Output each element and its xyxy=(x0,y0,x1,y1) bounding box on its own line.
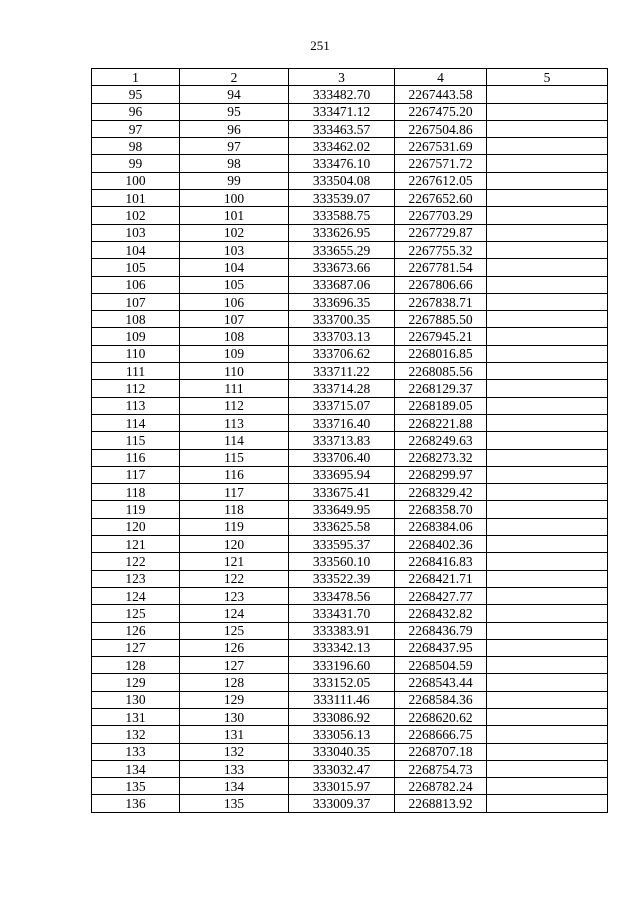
cell-note xyxy=(487,743,608,760)
cell-y-coordinate: 2268329.42 xyxy=(395,484,487,501)
cell-note xyxy=(487,449,608,466)
cell-x-coordinate: 333715.07 xyxy=(289,397,395,414)
table-row xyxy=(92,311,608,328)
cell-y-coordinate: 2268666.75 xyxy=(395,726,487,743)
cell-note xyxy=(487,501,608,518)
cell-y-coordinate: 2267612.05 xyxy=(395,172,487,189)
column-header-4: 4 xyxy=(395,69,487,86)
table-row xyxy=(92,103,608,120)
table-row xyxy=(92,691,608,708)
cell-x-coordinate: 333539.07 xyxy=(289,190,395,207)
cell-prev-number: 132 xyxy=(180,743,289,760)
cell-note xyxy=(487,224,608,241)
cell-y-coordinate: 2267885.50 xyxy=(395,311,487,328)
cell-x-coordinate: 333716.40 xyxy=(289,414,395,431)
cell-x-coordinate: 333152.05 xyxy=(289,674,395,691)
table-row xyxy=(92,293,608,310)
cell-y-coordinate: 2268813.92 xyxy=(395,795,487,812)
cell-point-number: 102 xyxy=(92,207,180,224)
cell-x-coordinate: 333706.62 xyxy=(289,345,395,362)
cell-point-number: 120 xyxy=(92,518,180,535)
cell-x-coordinate: 333342.13 xyxy=(289,639,395,656)
cell-x-coordinate: 333687.06 xyxy=(289,276,395,293)
cell-y-coordinate: 2267531.69 xyxy=(395,138,487,155)
cell-y-coordinate: 2268782.24 xyxy=(395,778,487,795)
table-row xyxy=(92,86,608,103)
cell-note xyxy=(487,553,608,570)
cell-note xyxy=(487,259,608,276)
cell-x-coordinate: 333086.92 xyxy=(289,708,395,725)
cell-prev-number: 98 xyxy=(180,155,289,172)
cell-y-coordinate: 2268358.70 xyxy=(395,501,487,518)
cell-y-coordinate: 2268085.56 xyxy=(395,363,487,380)
table-row xyxy=(92,726,608,743)
cell-note xyxy=(487,414,608,431)
cell-x-coordinate: 333703.13 xyxy=(289,328,395,345)
cell-note xyxy=(487,622,608,639)
table-row xyxy=(92,587,608,604)
cell-note xyxy=(487,190,608,207)
cell-y-coordinate: 2268384.06 xyxy=(395,518,487,535)
cell-x-coordinate: 333504.08 xyxy=(289,172,395,189)
cell-point-number: 98 xyxy=(92,138,180,155)
cell-point-number: 124 xyxy=(92,587,180,604)
cell-y-coordinate: 2268584.36 xyxy=(395,691,487,708)
table-row xyxy=(92,570,608,587)
cell-point-number: 115 xyxy=(92,432,180,449)
cell-y-coordinate: 2267755.32 xyxy=(395,241,487,258)
cell-note xyxy=(487,484,608,501)
cell-x-coordinate: 333462.02 xyxy=(289,138,395,155)
cell-x-coordinate: 333655.29 xyxy=(289,241,395,258)
table-row xyxy=(92,553,608,570)
cell-point-number: 110 xyxy=(92,345,180,362)
cell-prev-number: 120 xyxy=(180,536,289,553)
cell-note xyxy=(487,726,608,743)
table-row xyxy=(92,795,608,812)
cell-note xyxy=(487,536,608,553)
cell-note xyxy=(487,466,608,483)
cell-note xyxy=(487,587,608,604)
cell-x-coordinate: 333009.37 xyxy=(289,795,395,812)
cell-x-coordinate: 333111.46 xyxy=(289,691,395,708)
cell-point-number: 99 xyxy=(92,155,180,172)
table-row xyxy=(92,328,608,345)
cell-prev-number: 102 xyxy=(180,224,289,241)
cell-note xyxy=(487,103,608,120)
cell-x-coordinate: 333560.10 xyxy=(289,553,395,570)
cell-x-coordinate: 333383.91 xyxy=(289,622,395,639)
table-row xyxy=(92,241,608,258)
cell-x-coordinate: 333463.57 xyxy=(289,120,395,137)
cell-prev-number: 105 xyxy=(180,276,289,293)
cell-y-coordinate: 2268427.77 xyxy=(395,587,487,604)
cell-y-coordinate: 2267703.29 xyxy=(395,207,487,224)
cell-x-coordinate: 333196.60 xyxy=(289,657,395,674)
table-row xyxy=(92,639,608,656)
cell-point-number: 113 xyxy=(92,397,180,414)
cell-y-coordinate: 2268016.85 xyxy=(395,345,487,362)
cell-note xyxy=(487,380,608,397)
cell-note xyxy=(487,311,608,328)
cell-point-number: 122 xyxy=(92,553,180,570)
cell-prev-number: 113 xyxy=(180,414,289,431)
table-row xyxy=(92,657,608,674)
cell-note xyxy=(487,639,608,656)
cell-y-coordinate: 2267571.72 xyxy=(395,155,487,172)
table-row xyxy=(92,536,608,553)
cell-prev-number: 122 xyxy=(180,570,289,587)
cell-y-coordinate: 2268189.05 xyxy=(395,397,487,414)
cell-point-number: 121 xyxy=(92,536,180,553)
cell-prev-number: 111 xyxy=(180,380,289,397)
cell-y-coordinate: 2267443.58 xyxy=(395,86,487,103)
cell-note xyxy=(487,328,608,345)
cell-point-number: 107 xyxy=(92,293,180,310)
cell-point-number: 118 xyxy=(92,484,180,501)
cell-x-coordinate: 333706.40 xyxy=(289,449,395,466)
cell-prev-number: 124 xyxy=(180,605,289,622)
cell-prev-number: 103 xyxy=(180,241,289,258)
cell-prev-number: 109 xyxy=(180,345,289,362)
table-row xyxy=(92,674,608,691)
cell-point-number: 112 xyxy=(92,380,180,397)
column-header-3: 3 xyxy=(289,69,395,86)
cell-x-coordinate: 333696.35 xyxy=(289,293,395,310)
cell-point-number: 135 xyxy=(92,778,180,795)
cell-note xyxy=(487,708,608,725)
cell-prev-number: 129 xyxy=(180,691,289,708)
cell-y-coordinate: 2267806.66 xyxy=(395,276,487,293)
cell-y-coordinate: 2268221.88 xyxy=(395,414,487,431)
cell-x-coordinate: 333522.39 xyxy=(289,570,395,587)
cell-x-coordinate: 333056.13 xyxy=(289,726,395,743)
table-row xyxy=(92,414,608,431)
cell-note xyxy=(487,155,608,172)
cell-prev-number: 131 xyxy=(180,726,289,743)
table-row xyxy=(92,501,608,518)
cell-note xyxy=(487,207,608,224)
cell-point-number: 125 xyxy=(92,605,180,622)
cell-prev-number: 101 xyxy=(180,207,289,224)
cell-x-coordinate: 333625.58 xyxy=(289,518,395,535)
cell-y-coordinate: 2268436.79 xyxy=(395,622,487,639)
cell-y-coordinate: 2268432.82 xyxy=(395,605,487,622)
cell-prev-number: 119 xyxy=(180,518,289,535)
cell-y-coordinate: 2268504.59 xyxy=(395,657,487,674)
table-row xyxy=(92,518,608,535)
table-row xyxy=(92,380,608,397)
table-row xyxy=(92,155,608,172)
cell-point-number: 114 xyxy=(92,414,180,431)
cell-note xyxy=(487,293,608,310)
cell-note xyxy=(487,86,608,103)
table-row xyxy=(92,708,608,725)
table-row xyxy=(92,432,608,449)
cell-x-coordinate: 333649.95 xyxy=(289,501,395,518)
cell-point-number: 133 xyxy=(92,743,180,760)
cell-point-number: 128 xyxy=(92,657,180,674)
cell-x-coordinate: 333476.10 xyxy=(289,155,395,172)
cell-note xyxy=(487,172,608,189)
cell-prev-number: 121 xyxy=(180,553,289,570)
table-row xyxy=(92,449,608,466)
cell-x-coordinate: 333431.70 xyxy=(289,605,395,622)
cell-prev-number: 110 xyxy=(180,363,289,380)
cell-note xyxy=(487,138,608,155)
cell-prev-number: 95 xyxy=(180,103,289,120)
cell-prev-number: 127 xyxy=(180,657,289,674)
cell-prev-number: 106 xyxy=(180,293,289,310)
cell-y-coordinate: 2267504.86 xyxy=(395,120,487,137)
cell-note xyxy=(487,345,608,362)
table-row xyxy=(92,224,608,241)
cell-point-number: 119 xyxy=(92,501,180,518)
cell-y-coordinate: 2268249.63 xyxy=(395,432,487,449)
cell-point-number: 111 xyxy=(92,363,180,380)
table-row xyxy=(92,259,608,276)
cell-x-coordinate: 333595.37 xyxy=(289,536,395,553)
cell-prev-number: 117 xyxy=(180,484,289,501)
cell-x-coordinate: 333673.66 xyxy=(289,259,395,276)
cell-note xyxy=(487,778,608,795)
cell-point-number: 129 xyxy=(92,674,180,691)
cell-prev-number: 125 xyxy=(180,622,289,639)
cell-y-coordinate: 2268620.62 xyxy=(395,708,487,725)
cell-x-coordinate: 333588.75 xyxy=(289,207,395,224)
table-row xyxy=(92,760,608,777)
table-row xyxy=(92,605,608,622)
cell-point-number: 97 xyxy=(92,120,180,137)
cell-note xyxy=(487,691,608,708)
cell-prev-number: 126 xyxy=(180,639,289,656)
cell-y-coordinate: 2268707.18 xyxy=(395,743,487,760)
cell-point-number: 131 xyxy=(92,708,180,725)
column-header-2: 2 xyxy=(180,69,289,86)
cell-y-coordinate: 2268416.83 xyxy=(395,553,487,570)
table-row xyxy=(92,345,608,362)
cell-point-number: 116 xyxy=(92,449,180,466)
cell-y-coordinate: 2268129.37 xyxy=(395,380,487,397)
cell-y-coordinate: 2267781.54 xyxy=(395,259,487,276)
table-row xyxy=(92,172,608,189)
table-row xyxy=(92,207,608,224)
cell-prev-number: 104 xyxy=(180,259,289,276)
cell-point-number: 127 xyxy=(92,639,180,656)
cell-point-number: 104 xyxy=(92,241,180,258)
cell-y-coordinate: 2267475.20 xyxy=(395,103,487,120)
cell-prev-number: 107 xyxy=(180,311,289,328)
cell-point-number: 108 xyxy=(92,311,180,328)
cell-note xyxy=(487,363,608,380)
cell-x-coordinate: 333675.41 xyxy=(289,484,395,501)
cell-point-number: 106 xyxy=(92,276,180,293)
cell-prev-number: 94 xyxy=(180,86,289,103)
cell-note xyxy=(487,397,608,414)
cell-y-coordinate: 2268754.73 xyxy=(395,760,487,777)
cell-x-coordinate: 333700.35 xyxy=(289,311,395,328)
cell-point-number: 123 xyxy=(92,570,180,587)
table-row xyxy=(92,363,608,380)
table-row xyxy=(92,484,608,501)
table-header-row xyxy=(92,69,608,86)
cell-y-coordinate: 2267729.87 xyxy=(395,224,487,241)
cell-point-number: 130 xyxy=(92,691,180,708)
cell-y-coordinate: 2268437.95 xyxy=(395,639,487,656)
cell-prev-number: 112 xyxy=(180,397,289,414)
cell-note xyxy=(487,570,608,587)
column-header-5: 5 xyxy=(487,69,608,86)
cell-prev-number: 128 xyxy=(180,674,289,691)
cell-note xyxy=(487,120,608,137)
cell-y-coordinate: 2268402.36 xyxy=(395,536,487,553)
cell-prev-number: 116 xyxy=(180,466,289,483)
cell-prev-number: 115 xyxy=(180,449,289,466)
cell-point-number: 117 xyxy=(92,466,180,483)
cell-x-coordinate: 333626.95 xyxy=(289,224,395,241)
cell-y-coordinate: 2268299.97 xyxy=(395,466,487,483)
cell-prev-number: 108 xyxy=(180,328,289,345)
table-row xyxy=(92,276,608,293)
table-row xyxy=(92,138,608,155)
cell-x-coordinate: 333015.97 xyxy=(289,778,395,795)
coordinates-table xyxy=(91,68,608,813)
cell-point-number: 134 xyxy=(92,760,180,777)
column-header-1: 1 xyxy=(92,69,180,86)
cell-x-coordinate: 333711.22 xyxy=(289,363,395,380)
cell-point-number: 95 xyxy=(92,86,180,103)
cell-x-coordinate: 333482.70 xyxy=(289,86,395,103)
cell-point-number: 109 xyxy=(92,328,180,345)
cell-note xyxy=(487,605,608,622)
table-row xyxy=(92,743,608,760)
cell-prev-number: 134 xyxy=(180,778,289,795)
cell-point-number: 136 xyxy=(92,795,180,812)
cell-x-coordinate: 333471.12 xyxy=(289,103,395,120)
table-row xyxy=(92,190,608,207)
cell-note xyxy=(487,795,608,812)
cell-x-coordinate: 333478.56 xyxy=(289,587,395,604)
cell-prev-number: 135 xyxy=(180,795,289,812)
table-row xyxy=(92,397,608,414)
cell-note xyxy=(487,657,608,674)
cell-y-coordinate: 2268273.32 xyxy=(395,449,487,466)
cell-prev-number: 114 xyxy=(180,432,289,449)
cell-point-number: 103 xyxy=(92,224,180,241)
cell-x-coordinate: 333040.35 xyxy=(289,743,395,760)
cell-note xyxy=(487,518,608,535)
cell-y-coordinate: 2267838.71 xyxy=(395,293,487,310)
table-row xyxy=(92,622,608,639)
cell-point-number: 126 xyxy=(92,622,180,639)
cell-y-coordinate: 2268543.44 xyxy=(395,674,487,691)
cell-x-coordinate: 333695.94 xyxy=(289,466,395,483)
cell-note xyxy=(487,276,608,293)
table-row xyxy=(92,120,608,137)
cell-x-coordinate: 333713.83 xyxy=(289,432,395,449)
table-body xyxy=(92,86,608,812)
cell-prev-number: 133 xyxy=(180,760,289,777)
cell-x-coordinate: 333714.28 xyxy=(289,380,395,397)
cell-prev-number: 97 xyxy=(180,138,289,155)
cell-y-coordinate: 2267652.60 xyxy=(395,190,487,207)
cell-note xyxy=(487,674,608,691)
cell-point-number: 100 xyxy=(92,172,180,189)
cell-x-coordinate: 333032.47 xyxy=(289,760,395,777)
page-number: 251 xyxy=(310,38,330,53)
table-row xyxy=(92,778,608,795)
cell-prev-number: 100 xyxy=(180,190,289,207)
cell-note xyxy=(487,432,608,449)
cell-point-number: 105 xyxy=(92,259,180,276)
cell-note xyxy=(487,241,608,258)
cell-prev-number: 99 xyxy=(180,172,289,189)
cell-point-number: 96 xyxy=(92,103,180,120)
cell-prev-number: 123 xyxy=(180,587,289,604)
cell-prev-number: 96 xyxy=(180,120,289,137)
cell-prev-number: 118 xyxy=(180,501,289,518)
cell-prev-number: 130 xyxy=(180,708,289,725)
cell-note xyxy=(487,760,608,777)
cell-point-number: 101 xyxy=(92,190,180,207)
cell-y-coordinate: 2268421.71 xyxy=(395,570,487,587)
cell-point-number: 132 xyxy=(92,726,180,743)
cell-y-coordinate: 2267945.21 xyxy=(395,328,487,345)
table-row xyxy=(92,466,608,483)
